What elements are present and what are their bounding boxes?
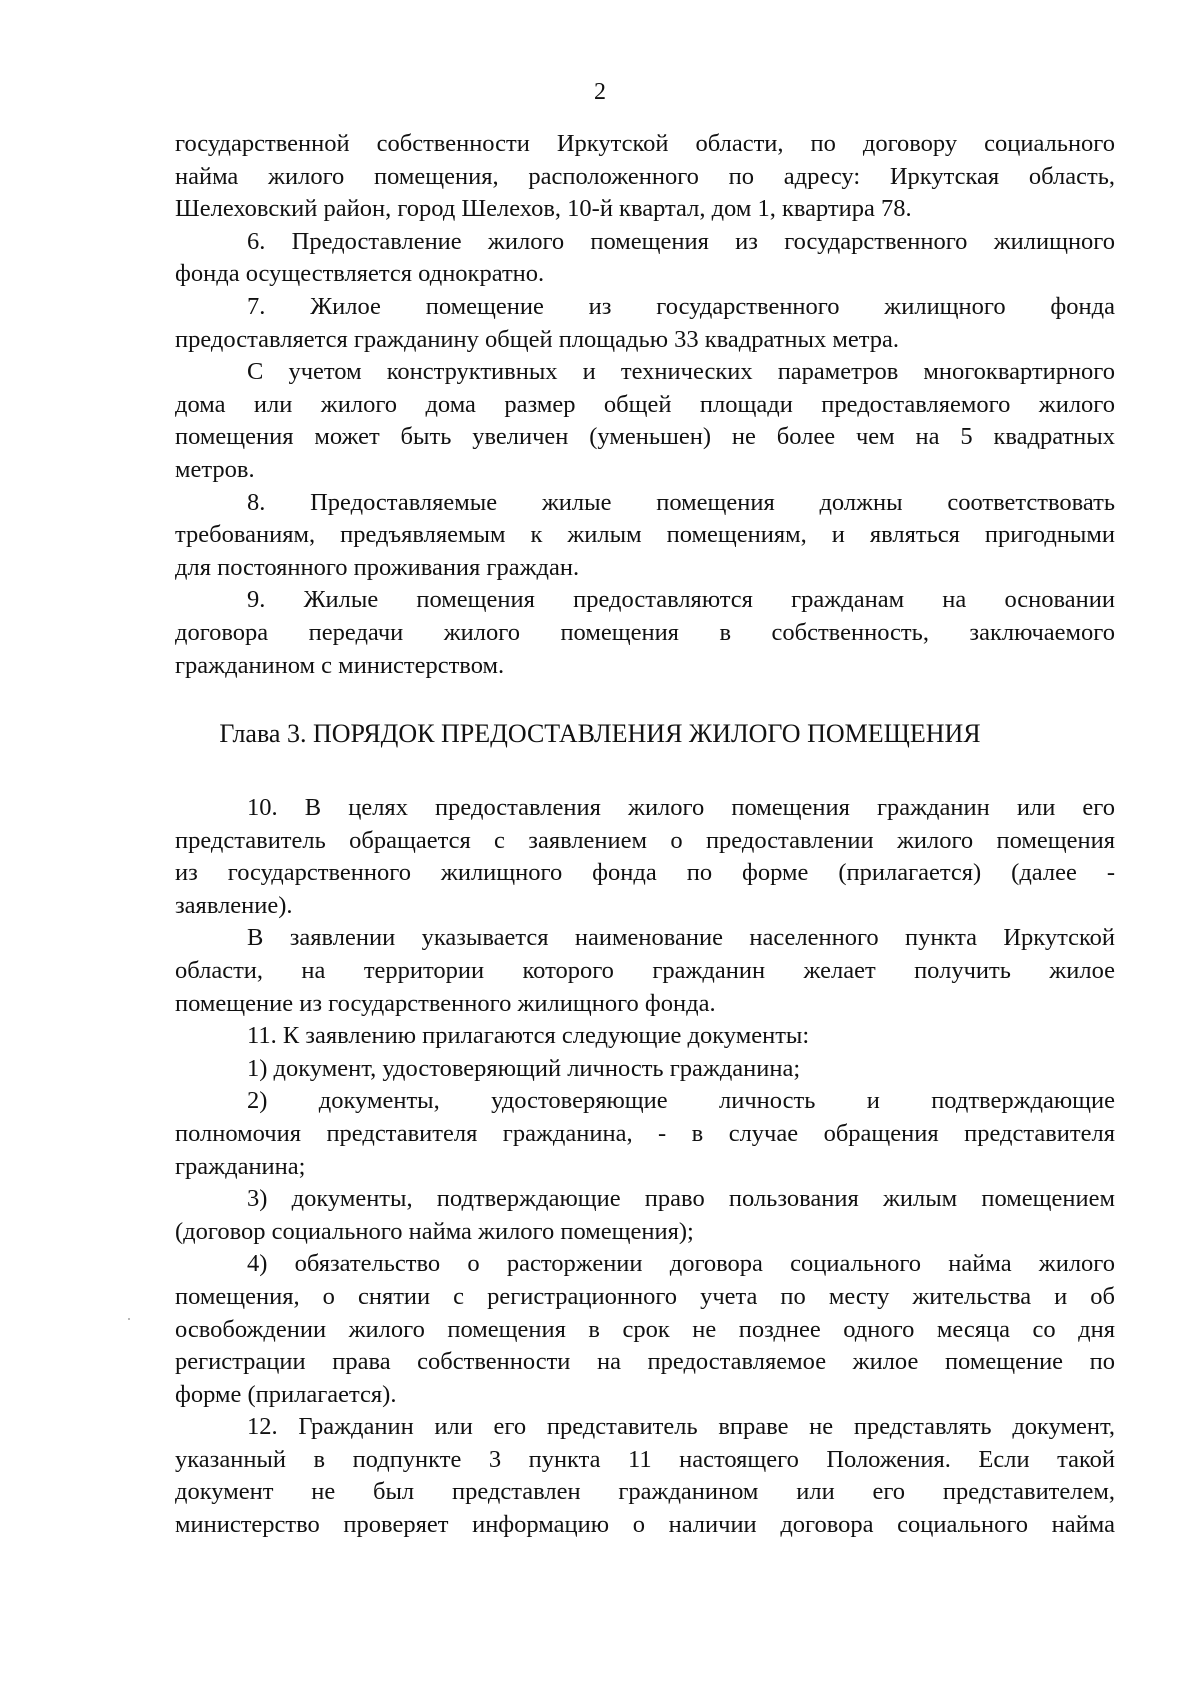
text-line: помещение из государственного жилищного фонда.: [175, 989, 716, 1017]
text-line: предоставляется гражданину общей площадью 33 квадратных метра.: [175, 325, 900, 353]
text-block-chapter-2-continued: [175, 128, 1115, 682]
text-line: (договор социального найма жилого помещения);: [175, 1217, 694, 1245]
text-line: 1) документ, удостоверяющий личность гражданина;: [247, 1054, 801, 1082]
text-line: 9. Жилые помещения предоставляются гражданам на основании: [247, 586, 1115, 614]
text-line: документ не был представлен гражданином или его представителем,: [175, 1478, 1115, 1506]
text-line: 12. Гражданин или его представитель вправе не представлять документ,: [247, 1413, 1115, 1441]
text-line: для постоянного проживания граждан.: [175, 553, 580, 581]
text-line: помещения может быть увеличен (уменьшен) не более чем на 5 квадратных: [175, 423, 1115, 451]
text-line: 10. В целях предоставления жилого помещения гражданин или его: [247, 794, 1115, 821]
text-line: фонда осуществляется однократно.: [175, 260, 545, 288]
text-line: форме (прилагается).: [175, 1380, 397, 1408]
text-line: полномочия представителя гражданина, - в случае обращения представителя: [175, 1119, 1115, 1147]
text-line: найма жилого помещения, расположенного по адресу: Иркутская область,: [175, 162, 1115, 190]
page-number: 2: [594, 79, 606, 105]
text-line: 11. К заявлению прилагаются следующие документы:: [247, 1022, 810, 1050]
chapter-heading: Глава 3. ПОРЯДОК ПРЕДОСТАВЛЕНИЯ ЖИЛОГО ПОМЕЩЕНИЯ: [219, 719, 981, 748]
text-line: гражданина;: [175, 1152, 306, 1180]
text-block-chapter-3: [175, 792, 1115, 1542]
text-line: метров.: [175, 455, 255, 483]
text-line: Шелеховский район, город Шелехов, 10-й квартал, дом 1, квартира 78.: [175, 195, 912, 223]
text-line: гражданином с министерством.: [175, 651, 505, 679]
text-line: 8. Предоставляемые жилые помещения должны соответствовать: [247, 488, 1115, 516]
text-line: 2) документы, удостоверяющие личность и подтверждающие: [247, 1087, 1115, 1115]
text-line: 3) документы, подтверждающие право пользования жилым помещением: [247, 1185, 1115, 1213]
text-line: из государственного жилищного фонда по форме (прилагается) (далее -: [175, 859, 1115, 887]
scan-speck: [128, 1318, 130, 1320]
text-line: дома или жилого дома размер общей площади предоставляемого жилого: [175, 390, 1115, 418]
text-line: 7. Жилое помещение из государственного жилищного фонда: [247, 292, 1115, 320]
text-line: министерство проверяет информацию о наличии договора социального найма: [175, 1511, 1115, 1539]
text-line: представитель обращается с заявлением о предоставлении жилого помещения: [175, 826, 1115, 854]
text-line: В заявлении указывается наименование населенного пункта Иркутской: [247, 924, 1115, 952]
text-line: помещения, о снятии с регистрационного учета по месту жительства и об: [175, 1282, 1115, 1310]
text-line: требованиям, предъявляемым к жилым помещениям, и являться пригодными: [175, 521, 1115, 549]
text-line: заявление).: [175, 891, 293, 919]
text-line: области, на территории которого гражданин желает получить жилое: [175, 956, 1115, 984]
text-line: 4) обязательство о расторжении договора социального найма жилого: [247, 1250, 1115, 1278]
text-line: указанный в подпункте 3 пункта 11 настоящего Положения. Если такой: [175, 1445, 1115, 1473]
text-line: С учетом конструктивных и технических параметров многоквартирного: [247, 358, 1115, 386]
text-line: договора передачи жилого помещения в собственность, заключаемого: [175, 618, 1115, 646]
text-line: государственной собственности Иркутской области, по договору социального: [175, 130, 1115, 157]
text-line: 6. Предоставление жилого помещения из государственного жилищного: [247, 227, 1115, 255]
text-line: освобождении жилого помещения в срок не позднее одного месяца со дня: [175, 1315, 1115, 1343]
text-line: регистрации права собственности на предоставляемое жилое помещение по: [175, 1348, 1115, 1376]
